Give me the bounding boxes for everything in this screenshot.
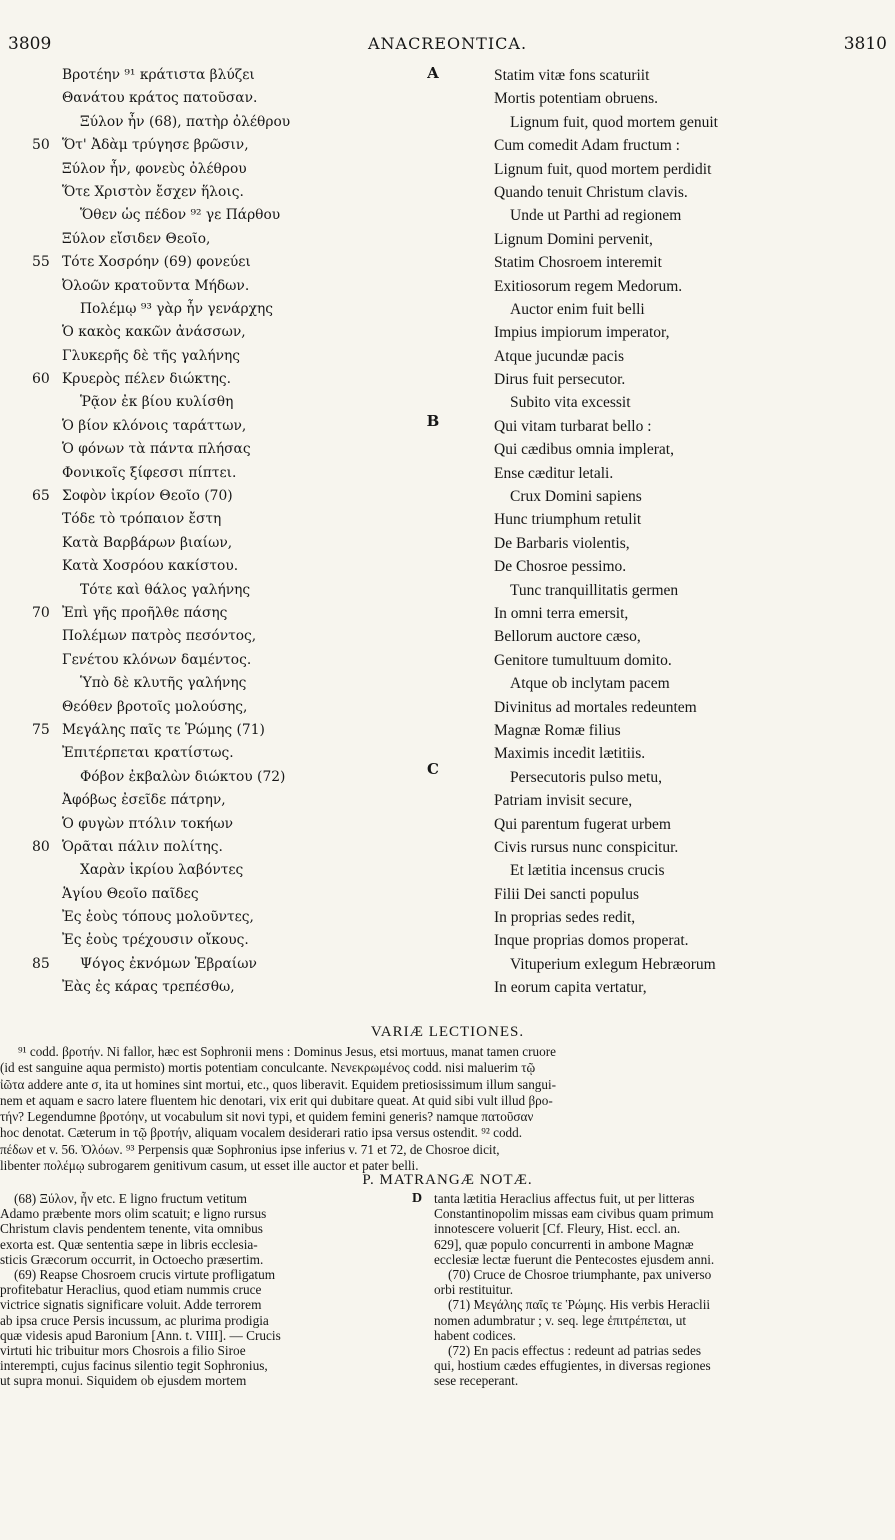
greek-verse-text: Πολέμῳ ⁹³ γὰρ ἦν γενάρχης: [80, 300, 273, 317]
note-line: Constantinopolim missas eam civibus quam primum: [434, 1206, 714, 1222]
greek-verse-text: Μεγάλης παῖς τε Ῥώμης (71): [62, 721, 265, 738]
greek-verse-text: Χαρὰν ἰκρίου λαβόντες: [80, 862, 244, 879]
latin-verse-text: Quando tenuit Christum clavis.: [494, 183, 688, 201]
latin-verse-text: Auctor enim fuit belli: [510, 300, 645, 318]
latin-verse-line: [494, 836, 894, 859]
greek-verse-text: Ξύλον εἴσιδεν Θεοῖο,: [62, 230, 211, 247]
greek-verse-line: [0, 742, 410, 765]
latin-verse-line: [494, 111, 894, 134]
latin-verse-text: Maximis incedit lætitiis.: [494, 745, 646, 763]
latin-verse-text: Statim Chosroem interemit: [494, 254, 662, 272]
note-line: interempti, cujus facinus silentio tegit Sophronius,: [0, 1358, 268, 1374]
latin-verse-text: De Barbaris violentis,: [494, 534, 630, 552]
note-line: (69) Reapse Chosroem crucis virtute profligatum: [14, 1266, 276, 1282]
latin-verse-text: Et lætitia incensus crucis: [510, 862, 665, 880]
greek-verse-text: Γλυκερῆς δὲ τῆς γαλήνης: [62, 347, 241, 364]
greek-verse-text: Ὅτ' Ἀδὰμ τρύγησε βρῶσιν,: [62, 137, 249, 154]
margin-marker-c: C: [427, 760, 439, 778]
greek-verse-text: Ἁγίου Θεοῖο παῖδες: [62, 885, 199, 902]
variae-lectiones-line: τήν? Legendumne βροτόην, ut vocabulum sit novi typi, et quidem femini generis? namque πατοῦσαν: [0, 1109, 534, 1125]
latin-verse-line: [494, 181, 894, 204]
running-header: [0, 34, 895, 60]
note-line: sese receperant.: [434, 1373, 519, 1389]
latin-verse-line: [494, 625, 894, 648]
margin-marker-a: A: [427, 64, 439, 82]
greek-verse-line: [0, 532, 410, 555]
note-line: Adamo præbente mors olim scatuit; e ligno rursus: [0, 1206, 267, 1222]
latin-verse-text: Lignum fuit, quod mortem genuit: [510, 113, 718, 131]
latin-verse-line: [494, 929, 894, 952]
latin-verse-line: [494, 883, 894, 906]
greek-verse-text: Θανάτου κράτος πατοῦσαν.: [62, 90, 258, 107]
greek-verse-text: Πολέμων πατρὸς πεσόντος,: [62, 628, 257, 645]
latin-verse-line: [494, 508, 894, 531]
latin-verse-line: [494, 719, 894, 742]
latin-verse-text: Qui vitam turbarat bello :: [494, 417, 652, 435]
greek-verse-text: Κατὰ Χοσρόου κακίστου.: [62, 558, 239, 575]
variae-lectiones-line: ἰῶτα addere ante σ, ita ut homines sint mortui, etc., quos liberavit. Equidem pretiosissimum illum sangui-: [0, 1076, 557, 1092]
latin-verse-text: Lignum Domini pervenit,: [494, 230, 653, 248]
latin-verse-line: [494, 813, 894, 836]
greek-verse-text: Ψόγος ἐκνόμων Ἑβραίων: [80, 955, 257, 972]
greek-verse-line: [0, 298, 410, 321]
greek-verse-text: Ὀλοῶν κρατοῦντα Μήδων.: [62, 277, 250, 294]
latin-verse-text: Exitiosorum regem Medorum.: [494, 277, 683, 295]
greek-verse-line: [0, 462, 410, 485]
page-number-right: 3810: [843, 34, 887, 54]
greek-verse-line: [0, 321, 410, 344]
greek-verse-line: [0, 87, 410, 110]
latin-verse-text: Hunc triumphum retulit: [494, 511, 642, 529]
latin-verse-line: [494, 485, 894, 508]
greek-verse-text: Ὁ φόνων τὰ πάντα πλήσας: [62, 441, 251, 458]
latin-verse-text: In eorum capita vertatur,: [494, 979, 647, 997]
greek-verse-line: [0, 579, 410, 602]
latin-verse-text: Qui cædibus omnia implerat,: [494, 441, 674, 459]
latin-verse-line: [494, 859, 894, 882]
note-line: ab ipsa cruce Persis incussum, ac plurima prodigia: [0, 1312, 269, 1328]
latin-verse-text: Atque jucundæ pacis: [494, 347, 625, 365]
latin-verse-text: Mortis potentiam obruens.: [494, 90, 659, 108]
note-line: ecclesiæ lectæ fuerunt die Pentecostes ejusdem anni.: [434, 1251, 715, 1267]
latin-verse-text: Lignum fuit, quod mortem perdidit: [494, 160, 712, 178]
note-line: profitebatur Heraclius, quod etiam nummis cruce: [0, 1282, 262, 1298]
latin-verse-line: [494, 602, 894, 625]
margin-marker-b: B: [426, 412, 440, 430]
greek-verse-line: [0, 204, 410, 227]
note-line: (71) Μεγάλης παῖς τε Ῥώμης. His verbis Heraclii: [448, 1297, 711, 1313]
greek-verse-line: [0, 158, 410, 181]
greek-verse-text: Τότε καὶ θάλος γαλήνης: [80, 581, 251, 598]
latin-verse-line: [494, 415, 894, 438]
variae-lectiones-line: (id est sanguine aqua permisto) mortis potentiam conculcante. Νενεκρωμένος codd. nisi maluerim τῷ: [0, 1060, 536, 1076]
latin-verse-text: Vituperium exlegum Hebræorum: [510, 955, 716, 973]
latin-verse-text: Atque ob inclytam pacem: [510, 675, 670, 693]
latin-verse-text: Persecutoris pulso metu,: [510, 768, 662, 786]
greek-verse-text: Ὅτε Χριστὸν ἔσχεν ἥλοις.: [62, 183, 244, 200]
greek-verse-line: [0, 953, 410, 976]
greek-verse-text: Ἀφόβως ἐσεῖδε πάτρην,: [62, 792, 226, 809]
greek-verse-line: [0, 508, 410, 531]
latin-verse-text: Genitore tumultuum domito.: [494, 651, 672, 669]
verse-number: 85: [32, 955, 50, 972]
greek-verse-text: Κατὰ Βαρβάρων βιαίων,: [62, 534, 233, 551]
latin-verse-line: [494, 345, 894, 368]
greek-verse-line: [0, 696, 410, 719]
greek-verse-text: Ὁ φυγὼν πτόλιν τοκήων: [62, 815, 233, 832]
latin-verse-text: Civis rursus nunc conspicitur.: [494, 838, 679, 856]
greek-verse-line: [0, 766, 410, 789]
greek-verse-text: Κρυερὸς πέλεν διώκτης.: [62, 371, 231, 388]
greek-verse-text: Ὅθεν ὡς πέδον ⁹² γε Πάρθου: [80, 207, 281, 224]
page-number-left: 3809: [8, 34, 52, 54]
latin-verse-line: [494, 298, 894, 321]
verse-number: 50: [32, 137, 50, 154]
note-line: tanta lætitia Heraclius affectus fuit, ut per litteras: [434, 1191, 695, 1206]
greek-verse-line: [0, 111, 410, 134]
latin-verse-text: Crux Domini sapiens: [510, 488, 642, 506]
greek-verse-line: [0, 181, 410, 204]
note-line: quæ videsis apud Baronium [Ann. t. VIII]. — Crucis: [0, 1327, 281, 1343]
latin-verse-text: Bellorum auctore cæso,: [494, 628, 641, 646]
greek-verse-text: Ἐὰς ἐς κάρας τρεπέσθω,: [62, 979, 235, 996]
latin-verse-line: [494, 696, 894, 719]
greek-verse-line: [0, 883, 410, 906]
latin-verse-line: [494, 462, 894, 485]
note-line: orbi restituitur.: [434, 1282, 514, 1298]
greek-verse-line: [0, 813, 410, 836]
latin-verse-line: [494, 438, 894, 461]
note-line: victrice signatis significare voluit. Adde terrorem: [0, 1297, 262, 1313]
greek-verse-text: Ξύλον ἦν (68), πατὴρ ὀλέθρου: [80, 113, 291, 130]
greek-verse-line: [0, 555, 410, 578]
latin-verse-line: [494, 532, 894, 555]
greek-verse-line: [0, 859, 410, 882]
greek-verse-text: Ῥᾷον ἐκ βίου κυλίσθη: [80, 394, 234, 411]
latin-verse-line: [494, 321, 894, 344]
latin-verse-line: [494, 368, 894, 391]
latin-verse-text: Cum comedit Adam fructum :: [494, 137, 680, 155]
margin-marker-d: D: [412, 1191, 423, 1206]
greek-verse-line: [0, 836, 410, 859]
greek-verse-line: [0, 789, 410, 812]
greek-verse-line: [0, 368, 410, 391]
latin-verse-column: [494, 64, 894, 1000]
greek-verse-text: Ἐπὶ γῆς προῆλθε πάσης: [62, 604, 228, 621]
note-line: innotescere voluerit [Cf. Fleury, Hist. eccl. an.: [434, 1221, 681, 1237]
variae-lectiones-line: hoc denotat. Cæterum in τῷ βροτήν, aliquam vocalem desiderari ratio ipsa versus ostendit. ⁹² codd.: [0, 1125, 523, 1141]
latin-verse-line: [494, 789, 894, 812]
variae-lectiones-line: libenter πολέμῳ subrogarem genitivum casum, ut esset ille auctor et pater belli.: [0, 1158, 419, 1174]
verse-number: 75: [32, 721, 50, 738]
greek-verse-text: Φόβον ἐκβαλὼν διώκτου (72): [80, 768, 286, 785]
verse-number: 70: [32, 604, 50, 621]
latin-verse-line: [494, 649, 894, 672]
latin-verse-text: De Chosroe pessimo.: [494, 558, 627, 576]
note-line: (72) En pacis effectus : redeunt ad patrias sedes: [448, 1342, 702, 1358]
greek-verse-line: [0, 602, 410, 625]
latin-verse-text: Tunc tranquillitatis germen: [510, 581, 679, 599]
greek-verse-text: Ὁ κακὸς κακῶν ἀνάσσων,: [62, 324, 246, 341]
note-line: Christum clavis pendentem tenente, vita omnibus: [0, 1221, 263, 1237]
latin-verse-text: In omni terra emersit,: [494, 604, 629, 622]
latin-verse-text: Ense cæditur letali.: [494, 464, 614, 482]
greek-verse-text: Βροτέην ⁹¹ κράτιστα βλύζει: [62, 67, 255, 83]
note-line: qui, hostium cædes effugientes, in diversas regiones: [434, 1358, 711, 1374]
latin-verse-line: [494, 64, 894, 87]
greek-verse-line: [0, 976, 410, 999]
latin-verse-text: Divinitus ad mortales redeuntem: [494, 698, 697, 716]
note-line: exorta est. Quæ sententia sæpe in libris ecclesia-: [0, 1236, 258, 1252]
latin-verse-text: Statim vitæ fons scaturiit: [494, 67, 650, 84]
latin-verse-line: [494, 275, 894, 298]
latin-verse-line: [494, 579, 894, 602]
note-line: nomen adumbratur ; v. seq. lege ἐπιτρέπεται, ut: [434, 1312, 687, 1328]
greek-verse-text: Τότε Χοσρόην (69) φονεύει: [62, 254, 251, 271]
verse-number: 60: [32, 371, 50, 388]
latin-verse-line: [494, 555, 894, 578]
latin-verse-line: [494, 672, 894, 695]
greek-verse-line: [0, 438, 410, 461]
note-line: sticis Græcorum occurrit, in Octoecho præsertim.: [0, 1251, 264, 1267]
greek-verse-text: Σοφὸν ἰκρίον Θεοῖο (70): [62, 488, 233, 505]
latin-verse-text: Dirus fuit persecutor.: [494, 371, 626, 389]
running-title: ANACREONTICA.: [367, 34, 528, 53]
note-line: (68) Ξύλον, ἦν etc. E ligno fructum vetitum: [14, 1191, 247, 1206]
latin-verse-text: Filii Dei sancti populus: [494, 885, 640, 903]
note-line: (70) Cruce de Chosroe triumphante, pax universo: [448, 1266, 712, 1282]
greek-verse-column: [0, 64, 410, 1000]
latin-verse-line: [494, 953, 894, 976]
note-line: 629], quæ populo concurrenti in ambone Magnæ: [434, 1236, 694, 1252]
latin-verse-text: Patriam invisit secure,: [494, 792, 633, 810]
greek-verse-text: Ξύλον ἦν, φονεὺς ὀλέθρου: [62, 160, 247, 177]
greek-verse-line: [0, 719, 410, 742]
greek-verse-line: [0, 391, 410, 414]
latin-verse-text: Subito vita excessit: [510, 394, 631, 412]
latin-verse-text: Unde ut Parthi ad regionem: [510, 207, 682, 225]
latin-verse-line: [494, 391, 894, 414]
latin-verse-line: [494, 158, 894, 181]
greek-verse-text: Τόδε τὸ τρόπαιον ἔστη: [62, 511, 222, 528]
greek-verse-text: Θεόθεν βροτοῖς μολούσης,: [62, 698, 248, 715]
greek-verse-text: Ἐς ἑοὺς τρέχουσιν οἴκους.: [62, 932, 249, 949]
greek-verse-line: [0, 64, 410, 87]
greek-verse-line: [0, 672, 410, 695]
greek-verse-line: [0, 275, 410, 298]
greek-verse-line: [0, 228, 410, 251]
greek-verse-line: [0, 929, 410, 952]
variae-lectiones-line: nem et aquam e sacro latere fluentem hic denotari, vix erit qui dubitare queat. At quid sibi vult illud βρο-: [0, 1092, 553, 1108]
latin-verse-line: [494, 906, 894, 929]
latin-verse-line: [494, 134, 894, 157]
greek-verse-text: Ὁ βίον κλόνοις ταράττων,: [62, 417, 247, 434]
verse-number: 55: [32, 254, 50, 271]
greek-verse-line: [0, 251, 410, 274]
greek-verse-text: Γενέτου κλόνων δαμέντος.: [62, 651, 252, 668]
latin-verse-text: Impius impiorum imperator,: [494, 324, 670, 342]
note-line: virtuti hic tribuitur mors Chosrois a filio Siroe: [0, 1342, 246, 1358]
latin-verse-text: Magnæ Romæ filius: [494, 721, 621, 739]
latin-verse-text: In proprias sedes redit,: [494, 909, 636, 927]
greek-verse-line: [0, 134, 410, 157]
greek-verse-line: [0, 415, 410, 438]
latin-verse-line: [494, 228, 894, 251]
variae-lectiones-line: ⁹¹ codd. βροτήν. Ni fallor, hæc est Sophronii mens : Dominus Jesus, etsi mortuus, manat tamen cruore: [18, 1044, 556, 1059]
latin-verse-line: [494, 976, 894, 999]
greek-verse-text: Ἐπιτέρπεται κρατίστως.: [62, 745, 234, 762]
greek-verse-line: [0, 649, 410, 672]
latin-verse-text: Qui parentum fugerat urbem: [494, 815, 671, 833]
notes-left-column: [0, 1191, 404, 1388]
notes-right-column: [434, 1191, 852, 1388]
verse-number: 65: [32, 488, 50, 505]
greek-verse-line: [0, 625, 410, 648]
greek-verse-line: [0, 345, 410, 368]
latin-verse-line: [494, 204, 894, 227]
greek-verse-line: [0, 906, 410, 929]
notes-title: P. MATRANGÆ NOTÆ.: [362, 1172, 533, 1188]
latin-verse-text: Inque proprias domos properat.: [494, 932, 689, 950]
greek-verse-text: Φονικοῖς ξίφεσσι πίπτει.: [62, 464, 237, 481]
latin-verse-line: [494, 766, 894, 789]
note-line: habent codices.: [434, 1327, 516, 1343]
greek-verse-text: Ἐς ἑοὺς τόπους μολοῦντες,: [62, 909, 254, 926]
variae-lectiones-title: VARIÆ LECTIONES.: [370, 1024, 525, 1040]
variae-lectiones-line: πέδων et v. 56. Ὀλόων. ⁹³ Perpensis quæ Sophronius ipse inferius v. 71 et 72, de Chosroe dicit,: [0, 1141, 500, 1157]
note-line: ut supra monui. Siquidem ob ejusdem mortem: [0, 1373, 247, 1389]
verse-number: 80: [32, 838, 50, 855]
latin-verse-line: [494, 251, 894, 274]
greek-verse-text: Ὑπὸ δὲ κλυτῆς γαλήνης: [80, 675, 247, 692]
variae-lectiones-text: [0, 1044, 852, 1174]
latin-verse-line: [494, 742, 894, 765]
greek-verse-text: Ὁρᾶται πάλιν πολίτης.: [62, 838, 223, 855]
greek-verse-line: [0, 485, 410, 508]
latin-verse-line: [494, 87, 894, 110]
